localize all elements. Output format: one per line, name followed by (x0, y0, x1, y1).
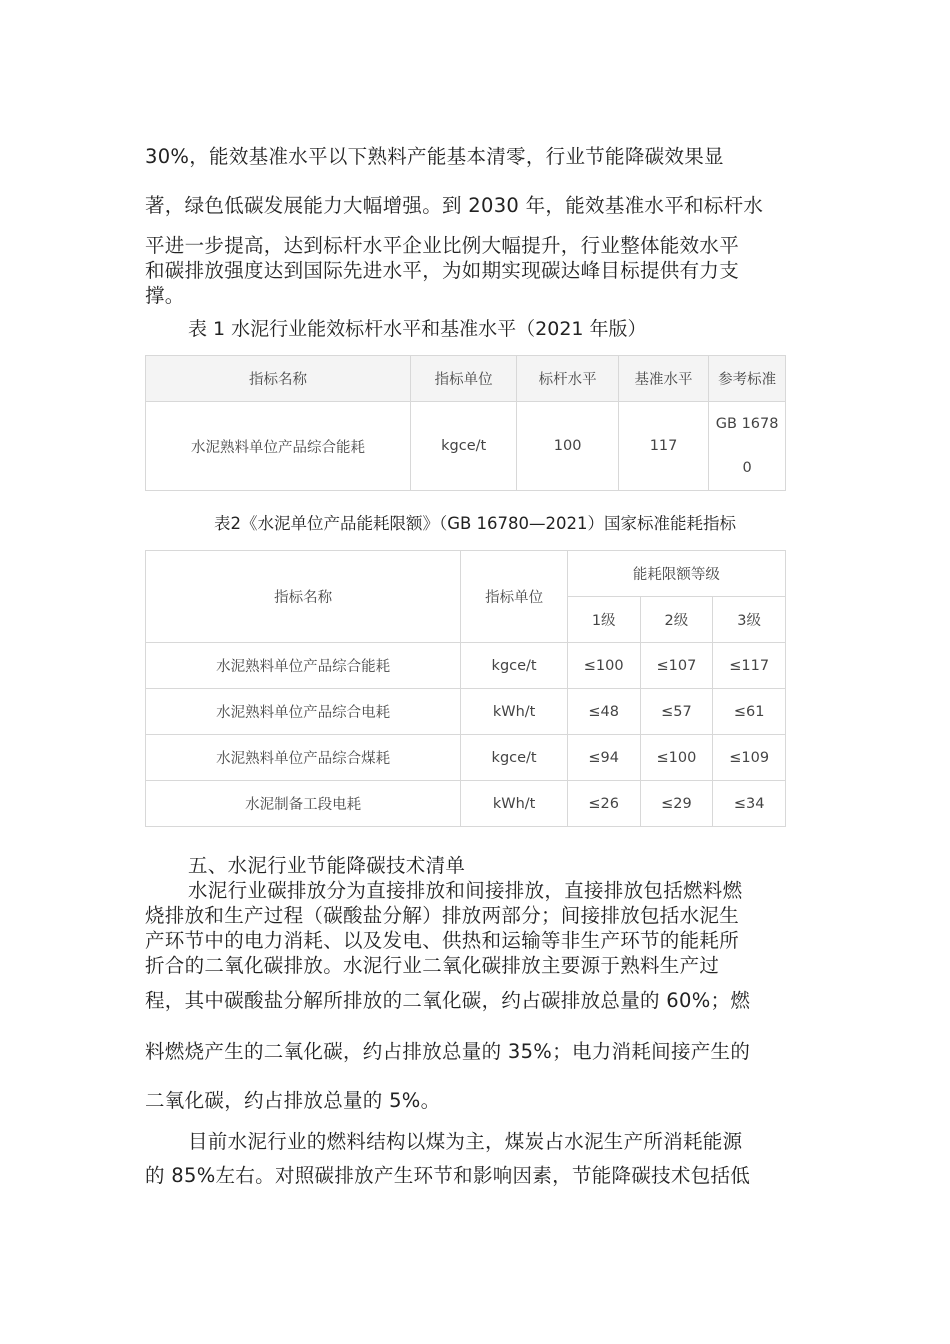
table-row (146, 689, 786, 735)
paragraph-line: 折合的二氧化碳排放。水泥行业二氧化碳排放主要源于熟料生产过 (145, 954, 720, 977)
table2-cell-grade2: ≤100 (640, 735, 713, 781)
table-row (146, 735, 786, 781)
table1-header-baseline: 基准水平 (618, 356, 708, 402)
table2-cell-grade3: ≤109 (713, 735, 786, 781)
paragraph-line: 产环节中的电力消耗、以及发电、供热和运输等非生产环节的能耗所 (145, 929, 740, 952)
table2-cell-grade1: ≤94 (567, 735, 640, 781)
table2-header-grade-1: 1级 (567, 597, 640, 643)
table2-header-grade-2: 2级 (640, 597, 713, 643)
paragraph-line: 和碳排放强度达到国际先进水平，为如期实现碳达峰目标提供有力支 (145, 259, 740, 282)
table2-title: 表2《水泥单位产品能耗限额》（GB 16780—2021）国家标准能耗指标 (213, 514, 737, 533)
table1-cell-reference (709, 402, 786, 491)
paragraph-line: 30%，能效基准水平以下熟料产能基本清零，行业节能降碳效果显 (145, 145, 724, 168)
table1-reference-line1: GB 1678 (715, 416, 779, 432)
table2-cell-grade3: ≤34 (713, 781, 786, 827)
table2-cell-unit: kgce/t (461, 735, 567, 781)
table2-cell-grade2: ≤57 (640, 689, 713, 735)
table2-cell-unit: kgce/t (461, 643, 567, 689)
table2 (145, 550, 786, 827)
table2-cell-name: 水泥熟料单位产品综合电耗 (146, 689, 461, 735)
paragraph-line: 料燃烧产生的二氧化碳，约占排放总量的 35%；电力消耗间接产生的 (145, 1040, 751, 1063)
paragraph-line: 著，绿色低碳发展能力大幅增强。到 2030 年，能效基准水平和标杆水 (145, 194, 764, 217)
table2-cell-grade1: ≤26 (567, 781, 640, 827)
table2-cell-grade3: ≤117 (713, 643, 786, 689)
table2-header-grades: 能耗限额等级 (567, 551, 785, 597)
table2-cell-grade1: ≤48 (567, 689, 640, 735)
table1-header-name: 指标名称 (146, 356, 411, 402)
section-heading: 五、水泥行业节能降碳技术清单 (188, 854, 466, 877)
table-row (146, 781, 786, 827)
table1-header-reference: 参考标准 (709, 356, 786, 402)
table2-cell-name: 水泥熟料单位产品综合煤耗 (146, 735, 461, 781)
table1-cell-benchmark: 100 (517, 402, 618, 491)
paragraph-line: 水泥行业碳排放分为直接排放和间接排放，直接排放包括燃料燃 (188, 879, 743, 902)
table1-caption: 表 1 水泥行业能效标杆水平和基准水平（2021 年版） (188, 318, 647, 340)
table2-cell-name: 水泥熟料单位产品综合能耗 (146, 643, 461, 689)
table2-cell-grade1: ≤100 (567, 643, 640, 689)
table2-header-grade-3: 3级 (713, 597, 786, 643)
table2-cell-grade2: ≤29 (640, 781, 713, 827)
table1-cell-name: 水泥熟料单位产品综合能耗 (146, 402, 411, 491)
paragraph-line: 二氧化碳，约占排放总量的 5%。 (145, 1089, 441, 1112)
paragraph-line: 的 85%左右。对照碳排放产生环节和影响因素，节能降碳技术包括低 (145, 1164, 751, 1187)
table-row (146, 402, 786, 491)
table-row (146, 643, 786, 689)
paragraph-line: 烧排放和生产过程（碳酸盐分解）排放两部分；间接排放包括水泥生 (145, 904, 740, 927)
table2-cell-name: 水泥制备工段电耗 (146, 781, 461, 827)
table2-header-name: 指标名称 (146, 551, 461, 643)
table2-cell-grade2: ≤107 (640, 643, 713, 689)
table1-header-benchmark: 标杆水平 (517, 356, 618, 402)
table1-cell-baseline: 117 (618, 402, 708, 491)
table2-cell-unit: kWh/t (461, 689, 567, 735)
table1-cell-unit: kgce/t (410, 402, 516, 491)
table1 (145, 355, 786, 491)
table2-header-unit: 指标单位 (461, 551, 567, 643)
table1-reference-line2: 0 (742, 460, 752, 476)
paragraph-line: 平进一步提高，达到标杆水平企业比例大幅提升，行业整体能效水平 (145, 234, 740, 257)
paragraph-line: 目前水泥行业的燃料结构以煤为主，煤炭占水泥生产所消耗能源 (188, 1130, 743, 1153)
table2-cell-grade3: ≤61 (713, 689, 786, 735)
paragraph-line: 程，其中碳酸盐分解所排放的二氧化碳，约占碳排放总量的 60%；燃 (145, 989, 751, 1012)
table2-cell-unit: kWh/t (461, 781, 567, 827)
table1-header-unit: 指标单位 (410, 356, 516, 402)
paragraph-line: 撑。 (145, 284, 185, 307)
